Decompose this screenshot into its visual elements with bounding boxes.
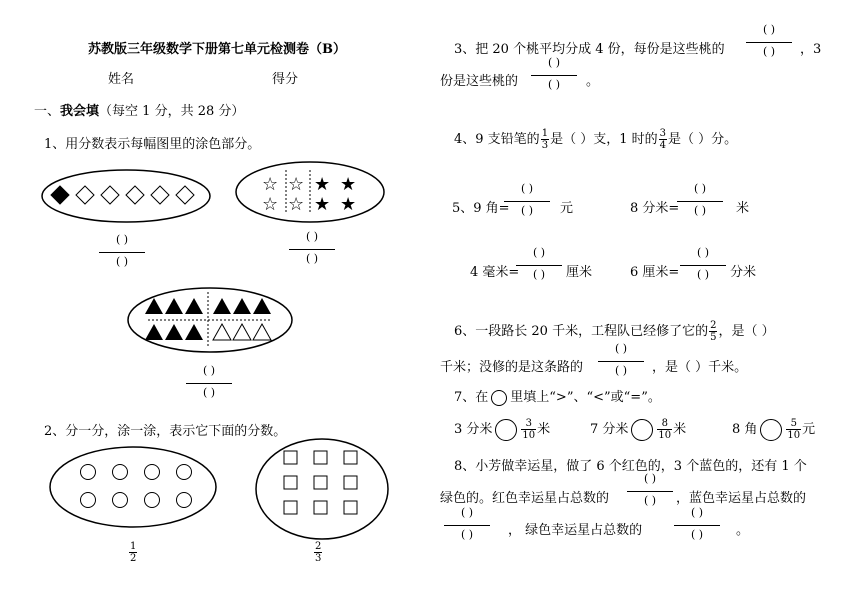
star-outline-icon: ☆: [262, 174, 279, 195]
figure-squares: [254, 437, 390, 541]
fraction-blank[interactable]: ( ) ( ): [99, 233, 145, 273]
fraction-blank[interactable]: ( ) ( ): [504, 182, 550, 222]
fraction-blank[interactable]: ( ) ( ): [531, 56, 577, 96]
section1-heading: [34, 100, 244, 119]
figure-diamonds: [40, 168, 212, 224]
compare-circle-icon: [491, 390, 507, 406]
fraction-blank[interactable]: ( ) ( ): [674, 506, 720, 546]
q6-line1: 6、一段路长 20 千米，工程队已经修了它的 $\frac{2}{5}$ ，是（ ）: [454, 320, 775, 343]
diamond: [101, 186, 119, 204]
q5-c-unit: 厘米: [566, 265, 593, 280]
score-label: 得分: [272, 72, 299, 87]
fraction-blank[interactable]: ( ) ( ): [677, 182, 723, 222]
compare-circle[interactable]: [760, 419, 782, 441]
fraction-blank[interactable]: ( ) ( ): [516, 246, 562, 286]
compare-circle[interactable]: [631, 419, 653, 441]
star-outline-icon: ☆: [262, 194, 279, 215]
diamond: [126, 186, 144, 204]
q7-instruction: 7、在 里填上“>”、“<”或“=”。: [454, 390, 661, 405]
q3-line1: 3、把 20 个桃平均分成 4 份，每份是这些桃的: [454, 42, 725, 57]
q2-fraction-1: $\frac{1}{2}$: [130, 541, 137, 564]
q2-text: 2、分一分，涂一涂，表示它下面的分数。: [44, 424, 287, 439]
fraction-blank[interactable]: ( ) ( ): [186, 364, 232, 404]
q5-d-unit: 分米: [730, 265, 757, 280]
q7-c: 8 角 $\frac{5}{10}$ 元: [732, 418, 816, 441]
figure-triangles: [126, 286, 294, 354]
q3-after1: ，3: [800, 42, 822, 57]
fraction-blank[interactable]: ( ) ( ): [444, 506, 490, 546]
fraction-blank[interactable]: ( ) ( ): [680, 246, 726, 286]
compare-circle[interactable]: [495, 419, 517, 441]
q3-after2: 。: [586, 74, 600, 89]
section1-bold: 我会填: [60, 104, 100, 119]
star-outline-icon: ☆: [288, 194, 305, 215]
section1-number: 一、: [34, 104, 61, 119]
q5-c-pre: 4 毫米=: [470, 265, 520, 280]
fraction-blank[interactable]: ( ) ( ): [598, 342, 644, 382]
q5-b-pre: 8 分米=: [630, 201, 680, 216]
diamond-shaded: [51, 186, 69, 204]
q1-text: 1、用分数表示每幅图里的涂色部分。: [44, 137, 261, 152]
name-label: 姓名: [108, 72, 135, 87]
star-filled-icon: ★: [340, 174, 357, 195]
q6-line2b: ，是（ ）千米。: [652, 360, 748, 375]
figure-stars: [234, 160, 386, 224]
q7-a: 3 分米 $\frac{3}{10}$ 米: [454, 418, 551, 441]
fraction-blank[interactable]: ( ) ( ): [746, 23, 792, 63]
q5-a-pre: 5、9 角=: [452, 201, 510, 216]
diamond: [151, 186, 169, 204]
q8-line2a: 绿色的。红色幸运星占总数的: [440, 491, 610, 506]
q3-line2: 份是这些桃的: [440, 74, 519, 89]
star-outline-icon: ☆: [288, 174, 305, 195]
q2-fraction-2: $\frac{2}{3}$: [315, 541, 322, 564]
q5-d-pre: 6 厘米=: [630, 265, 680, 280]
q5-b-unit: 米: [736, 201, 750, 216]
q5-a-unit: 元: [560, 201, 574, 216]
q8-line3b: 。: [736, 523, 750, 538]
section1-note: （每空 1 分，共 28 分）: [99, 104, 245, 119]
star-filled-icon: ★: [314, 194, 331, 215]
page-title: 苏教版三年级数学下册第七单元检测卷（B）: [88, 42, 346, 57]
q8-line3a: ， 绿色幸运星占总数的: [508, 523, 643, 538]
diamond: [176, 186, 194, 204]
q8-line1: 8、小芳做幸运星，做了 6 个红色的，3 个蓝色的，还有 1 个: [454, 459, 807, 474]
fraction-blank[interactable]: ( ) ( ): [289, 230, 335, 270]
star-filled-icon: ★: [314, 174, 331, 195]
q6-line2a: 千米；没修的是这条路的: [440, 360, 584, 375]
q7-b: 7 分米 $\frac{8}{10}$ 米: [590, 418, 687, 441]
star-filled-icon: ★: [340, 194, 357, 215]
q8-line2b: ，蓝色幸运星占总数的: [676, 491, 807, 506]
fraction-blank[interactable]: ( ) ( ): [627, 472, 673, 512]
diamond: [76, 186, 94, 204]
q4-text: 4、9 支铅笔的 $\frac{1}{3}$ 是（ ）支，1 时的 $\frac{3}{4}$ 是（ ）分。: [454, 128, 738, 151]
figure-circles: [48, 445, 218, 529]
